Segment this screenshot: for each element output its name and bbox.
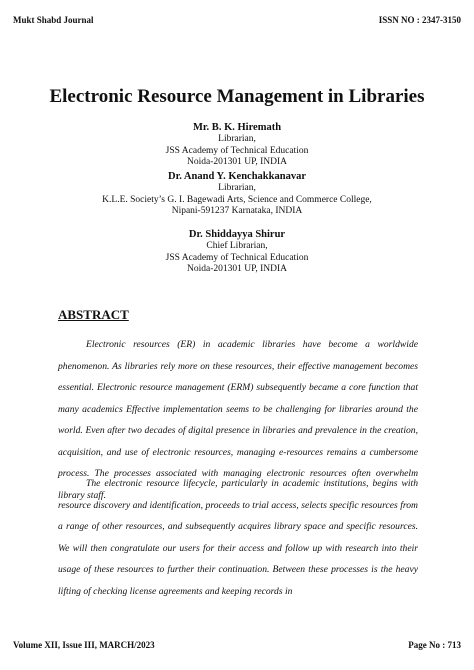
author-name: Mr. B. K. Hiremath xyxy=(192,122,282,133)
author-affiliation-line: Nipani-591237 Karnataka, INDIA xyxy=(171,206,303,217)
journal-name: Mukt Shabd Journal xyxy=(13,15,94,25)
paper-title: Electronic Resource Management in Libraries xyxy=(49,86,425,107)
abstract-paragraph-2: The electronic resource lifecycle, particularly in academic institutions, begins with resource discovery and identification, proceeds to trial access, selects specific resources from a range of other resources, and subsequently acquires library space and specific resources. We will then congratulate our users for their access and follow up with research into their usage of these resources to further their continuation. Between these processes is the heavy lifting of checking license agreements and keeping records in xyxy=(58,478,418,597)
author-affiliation-line: Librarian, xyxy=(218,134,256,144)
author-block-2 xyxy=(0,170,474,218)
author-affiliation-line: Noida-201301 UP, INDIA xyxy=(186,264,287,275)
author-block-3 xyxy=(0,228,474,276)
abstract-paragraph-1: Electronic resources (ER) in academic libraries have become a worldwide phenomenon. As libraries rely more on these resources, their effective management becomes essential. Electronic resource management (ERM) subsequently became a core function that many academics Effective implementation seems to be challenging for libraries around the world. Even after two decades of digital presence in libraries and prevalence in the creation, acquisition, and use of electronic resources, managing e-resources remains a cumbersome process. The processes associated with managing electronic resources often overwhelm library staff. xyxy=(58,339,418,501)
author-affiliation-line: JSS Academy of Technical Education xyxy=(165,145,309,156)
author-affiliation-line: Chief Librarian, xyxy=(206,241,268,251)
author-name: Dr. Anand Y. Kenchakkanavar xyxy=(167,171,306,182)
page-number: Page No : 713 xyxy=(408,640,461,650)
abstract-heading: ABSTRACT xyxy=(58,307,129,322)
issn-number: ISSN NO : 2347-3150 xyxy=(378,15,461,25)
author-affiliation-line: K.L.E. Society’s G. I. Bagewadi Arts, Science and Commerce College, xyxy=(102,194,372,205)
author-affiliation-line: JSS Academy of Technical Education xyxy=(165,252,309,263)
author-affiliation-line: Noida-201301 UP, INDIA xyxy=(186,157,287,168)
author-block-1 xyxy=(0,121,474,169)
author-name: Dr. Shiddayya Shirur xyxy=(188,229,286,240)
author-affiliation-line: Librarian, xyxy=(218,183,256,193)
volume-issue: Volume XII, Issue III, MARCH/2023 xyxy=(13,640,155,650)
